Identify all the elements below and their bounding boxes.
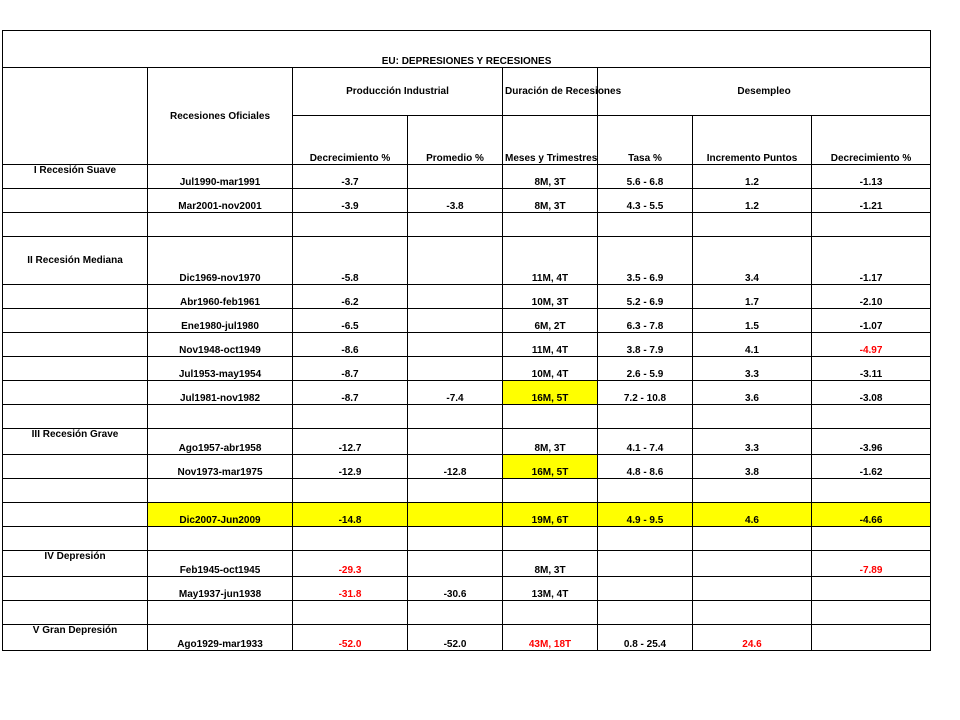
tasa-cell: 4.8 - 8.6 [598,455,693,479]
meses-cell: 13M, 4T [503,577,598,601]
meses-cell: 10M, 4T [503,357,598,381]
tasa-cell: 5.6 - 6.8 [598,165,693,189]
decrecimiento-cell: -12.9 [293,455,408,479]
spacer-row [3,479,931,503]
promedio-cell: -52.0 [408,625,503,651]
decrecimiento-cell: -12.7 [293,429,408,455]
meses-cell: 8M, 3T [503,189,598,213]
period-cell: Abr1960-feb1961 [148,285,293,309]
period-cell: Ene1980-jul1980 [148,309,293,333]
decrecimiento-cell: -3.9 [293,189,408,213]
decrecimiento-desempleo-cell: -4.66 [812,503,931,527]
meses-cell: 6M, 2T [503,309,598,333]
decrecimiento-cell: -3.7 [293,165,408,189]
spacer-row [3,405,931,429]
decrecimiento-desempleo-cell: -3.96 [812,429,931,455]
decrecimiento-desempleo-cell: -7.89 [812,551,931,577]
table-row [3,309,931,333]
tasa-cell: 4.1 - 7.4 [598,429,693,455]
table-row [3,189,931,213]
tasa-cell: 7.2 - 10.8 [598,381,693,405]
tasa-cell: 3.8 - 7.9 [598,333,693,357]
promedio-cell: -30.6 [408,577,503,601]
table-row [3,237,931,285]
header-spacer [3,68,148,165]
period-cell: Jul1981-nov1982 [148,381,293,405]
tasa-cell: 0.8 - 25.4 [598,625,693,651]
period-cell: Nov1973-mar1975 [148,455,293,479]
tasa-cell [598,577,693,601]
promedio-cell [408,237,503,285]
category-empty-cell [3,309,148,333]
table-row [3,429,931,455]
tasa-cell: 4.3 - 5.5 [598,189,693,213]
incremento-cell [693,577,812,601]
table-row [3,357,931,381]
period-cell: Feb1945-oct1945 [148,551,293,577]
table-row [3,333,931,357]
decrecimiento-desempleo-cell: -3.11 [812,357,931,381]
promedio-cell: -7.4 [408,381,503,405]
decrecimiento-cell: -5.8 [293,237,408,285]
incremento-cell: 1.5 [693,309,812,333]
incremento-cell: 3.8 [693,455,812,479]
promedio-cell [408,357,503,381]
incremento-cell: 1.2 [693,189,812,213]
decrecimiento-desempleo-cell: -1.13 [812,165,931,189]
incremento-cell: 3.6 [693,381,812,405]
decrecimiento-cell: -8.7 [293,357,408,381]
period-cell: Jul1953-may1954 [148,357,293,381]
header-recesiones-oficiales: Recesiones Oficiales [148,68,293,165]
header-promedio: Promedio % [408,116,503,165]
tasa-cell: 2.6 - 5.9 [598,357,693,381]
promedio-cell: -12.8 [408,455,503,479]
decrecimiento-cell: -29.3 [293,551,408,577]
period-cell: Mar2001-nov2001 [148,189,293,213]
meses-cell: 43M, 18T [503,625,598,651]
period-cell: Dic2007-Jun2009 [148,503,293,527]
spacer-row [3,527,931,551]
table-row [3,455,931,479]
category-empty-cell [3,333,148,357]
header-decrecimiento-desempleo: Decrecimiento % [812,116,931,165]
table-row [3,625,931,651]
promedio-cell [408,165,503,189]
decrecimiento-cell: -8.6 [293,333,408,357]
incremento-cell: 3.3 [693,429,812,455]
header-decrecimiento: Decrecimiento % [293,116,408,165]
promedio-cell [408,551,503,577]
decrecimiento-desempleo-cell: -1.21 [812,189,931,213]
incremento-cell: 1.2 [693,165,812,189]
category-empty-cell [3,285,148,309]
period-cell: Nov1948-oct1949 [148,333,293,357]
tasa-cell [598,551,693,577]
incremento-cell: 4.1 [693,333,812,357]
category-empty-cell [3,503,148,527]
category-empty-cell [3,189,148,213]
category-recesion-suave: I Recesión Suave [3,165,148,189]
table-row-highlighted [3,503,931,527]
category-empty-cell [3,381,148,405]
promedio-cell [408,333,503,357]
meses-cell: 8M, 3T [503,429,598,455]
meses-cell: 11M, 4T [503,333,598,357]
header-tasa: Tasa % [598,116,693,165]
promedio-cell [408,309,503,333]
incremento-cell: 4.6 [693,503,812,527]
meses-cell-highlighted: 16M, 5T [503,455,598,479]
spacer-row [3,213,931,237]
promedio-cell [408,503,503,527]
period-cell: May1937-jun1938 [148,577,293,601]
period-cell: Ago1929-mar1933 [148,625,293,651]
meses-cell: 19M, 6T [503,503,598,527]
category-empty-cell [3,455,148,479]
category-depresion: IV Depresión [3,551,148,577]
table-row [3,381,931,405]
incremento-cell [693,551,812,577]
period-cell: Dic1969-nov1970 [148,237,293,285]
category-empty-cell [3,577,148,601]
decrecimiento-desempleo-cell: -4.97 [812,333,931,357]
promedio-cell: -3.8 [408,189,503,213]
promedio-cell [408,285,503,309]
category-recesion-grave: III Recesión Grave [3,429,148,455]
incremento-cell: 3.4 [693,237,812,285]
header-duracion: Duración de Recesiones [503,68,598,116]
category-empty-cell [3,357,148,381]
table-row [3,165,931,189]
period-cell: Jul1990-mar1991 [148,165,293,189]
header-produccion-industrial: Producción Industrial [293,68,503,116]
tasa-cell: 4.9 - 9.5 [598,503,693,527]
header-meses-trimestres: Meses y Trimestres [503,116,598,165]
tasa-cell: 6.3 - 7.8 [598,309,693,333]
tasa-cell: 5.2 - 6.9 [598,285,693,309]
decrecimiento-desempleo-cell: -2.10 [812,285,931,309]
header-incremento-puntos: Incremento Puntos [693,116,812,165]
decrecimiento-cell: -6.2 [293,285,408,309]
tasa-cell: 3.5 - 6.9 [598,237,693,285]
period-cell: Ago1957-abr1958 [148,429,293,455]
table-row [3,577,931,601]
incremento-cell: 24.6 [693,625,812,651]
meses-cell: 11M, 4T [503,237,598,285]
decrecimiento-cell: -8.7 [293,381,408,405]
incremento-cell: 1.7 [693,285,812,309]
decrecimiento-desempleo-cell: -1.62 [812,455,931,479]
header-desempleo: Desempleo [598,68,931,116]
decrecimiento-cell: -52.0 [293,625,408,651]
decrecimiento-desempleo-cell [812,625,931,651]
decrecimiento-cell: -14.8 [293,503,408,527]
decrecimiento-desempleo-cell [812,577,931,601]
decrecimiento-desempleo-cell: -1.17 [812,237,931,285]
decrecimiento-desempleo-cell: -3.08 [812,381,931,405]
meses-cell-highlighted: 16M, 5T [503,381,598,405]
table-row [3,551,931,577]
table-row [3,285,931,309]
category-recesion-mediana: II Recesión Mediana [3,237,148,285]
decrecimiento-desempleo-cell: -1.07 [812,309,931,333]
recessions-table [2,30,931,651]
decrecimiento-cell: -6.5 [293,309,408,333]
decrecimiento-cell: -31.8 [293,577,408,601]
spacer-row [3,601,931,625]
meses-cell: 8M, 3T [503,165,598,189]
category-gran-depresion: V Gran Depresión [3,625,148,651]
table-title: EU: DEPRESIONES Y RECESIONES [3,31,931,68]
meses-cell: 8M, 3T [503,551,598,577]
promedio-cell [408,429,503,455]
incremento-cell: 3.3 [693,357,812,381]
meses-cell: 10M, 3T [503,285,598,309]
